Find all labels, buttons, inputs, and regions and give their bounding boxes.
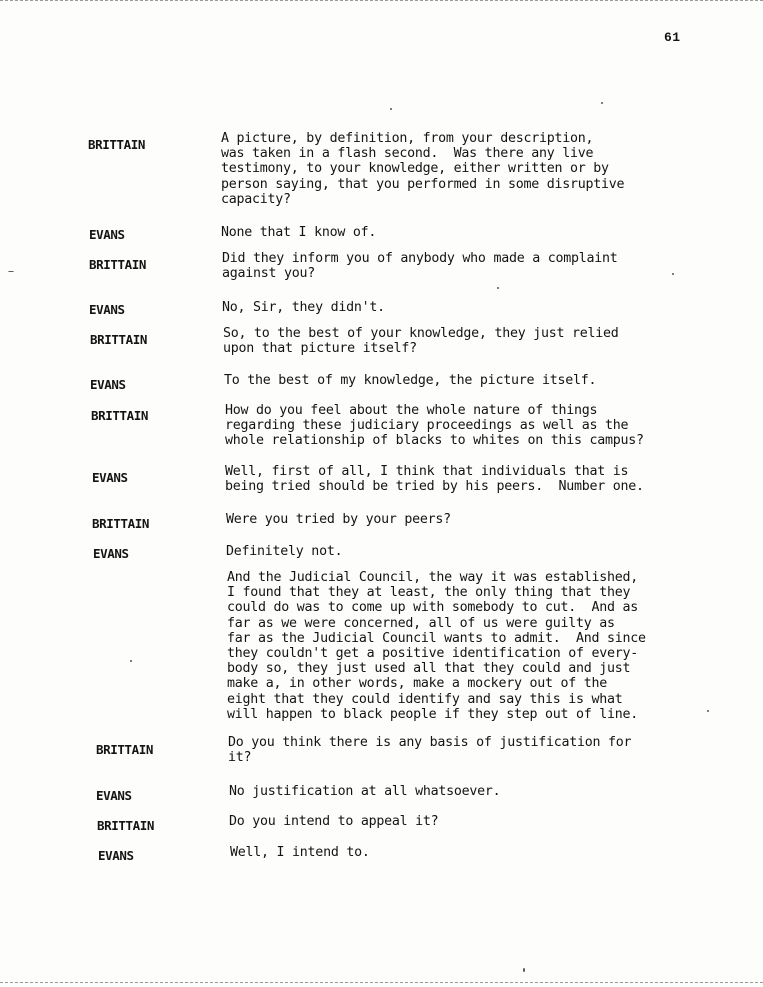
page-top-edge	[0, 0, 763, 3]
speech-text	[228, 735, 631, 765]
scan-speck	[672, 273, 674, 275]
scan-speck	[497, 287, 499, 289]
speech-line: whole relationship of blacks to whites on this campus?	[225, 433, 644, 449]
speaker-label: EVANS	[90, 377, 126, 392]
speech-line: Definitely not.	[226, 544, 343, 559]
speech-line: So, to the best of your knowledge, they just relied	[223, 326, 619, 341]
speaker-label: BRITTAIN	[89, 257, 147, 272]
speech-line: testimony, to your knowledge, either written or by	[221, 161, 609, 177]
speech-text	[225, 403, 644, 449]
speech-text	[229, 784, 500, 799]
speech-text	[222, 300, 385, 315]
speech-text	[224, 373, 596, 388]
scan-speck	[601, 102, 603, 104]
speech-line: Were you tried by your peers?	[226, 512, 451, 527]
speech-line: make a, in other words, make a mockery out of the	[227, 676, 608, 692]
speech-line: Well, first of all, I think that individuals that is	[225, 464, 629, 479]
speech-text	[227, 570, 646, 722]
speech-text	[226, 512, 451, 527]
speech-line: No, Sir, they didn't.	[222, 300, 385, 315]
scan-speck	[390, 108, 392, 110]
speech-line: None that I know of.	[221, 225, 377, 240]
speaker-label: BRITTAIN	[92, 516, 150, 531]
speech-line: And the Judicial Council, the way it was established,	[227, 570, 639, 585]
speaker-label: BRITTAIN	[97, 818, 155, 833]
speech-text	[229, 814, 438, 829]
speaker-label: BRITTAIN	[96, 742, 154, 757]
speech-line: Well, I intend to.	[230, 845, 370, 860]
speaker-label: EVANS	[93, 546, 129, 561]
scan-speck	[8, 271, 14, 272]
speech-line: far as we were concerned, all of us were guilty as	[227, 615, 615, 631]
speech-line: Did they inform you of anybody who made a complaint	[222, 251, 618, 266]
speech-text	[221, 131, 624, 207]
speaker-label: EVANS	[89, 227, 125, 242]
scan-speck	[523, 968, 525, 972]
speech-text	[222, 251, 618, 281]
speech-text	[230, 845, 370, 860]
speech-text	[221, 225, 376, 240]
speech-line: far as the Judicial Council wants to admit. And since	[227, 630, 646, 646]
speech-line: it?	[228, 750, 252, 766]
speech-line: Do you intend to appeal it?	[229, 814, 439, 829]
speech-line: Do you think there is any basis of justification for	[228, 735, 632, 750]
speech-text	[226, 544, 342, 559]
speech-line: against you?	[222, 266, 316, 282]
scan-speck	[707, 710, 709, 712]
speech-line: upon that picture itself?	[223, 341, 417, 357]
speech-line: body so, they just used all that they could and just	[227, 661, 631, 677]
speech-line: To the best of my knowledge, the picture itself.	[224, 373, 597, 388]
page-number: 61	[664, 30, 681, 45]
speech-line: A picture, by definition, from your description,	[221, 131, 594, 146]
speaker-label: BRITTAIN	[88, 137, 146, 152]
speech-line: will happen to black people if they step out of line.	[227, 706, 639, 722]
speaker-label: EVANS	[96, 788, 132, 803]
speech-text	[225, 464, 644, 494]
speaker-label: EVANS	[89, 302, 125, 317]
speech-line: eight that they could identify and say this is what	[227, 691, 623, 707]
page-bottom-edge	[0, 982, 763, 985]
speech-line: regarding these judiciary proceedings as well as the	[225, 418, 629, 434]
speaker-label: EVANS	[98, 848, 134, 863]
speech-line: could do was to come up with somebody to cut. And as	[227, 600, 639, 616]
speaker-label: BRITTAIN	[90, 332, 148, 347]
speech-line: capacity?	[221, 191, 291, 207]
speech-line: I found that they at least, the only thing that they	[227, 585, 631, 601]
speech-text	[223, 326, 619, 356]
speech-line: person saying, that you performed in some disruptive	[221, 176, 625, 192]
speech-line: being tried should be tried by his peers. Number one.	[225, 479, 644, 495]
speech-line: No justification at all whatsoever.	[229, 784, 501, 799]
speech-line: How do you feel about the whole nature of things	[225, 403, 598, 418]
speaker-label: BRITTAIN	[91, 408, 149, 423]
speech-line: was taken in a flash second. Was there any live	[221, 146, 594, 162]
speaker-label: EVANS	[92, 470, 128, 485]
scan-speck	[130, 660, 132, 662]
speech-line: they couldn't get a positive identification of every-	[227, 646, 639, 662]
